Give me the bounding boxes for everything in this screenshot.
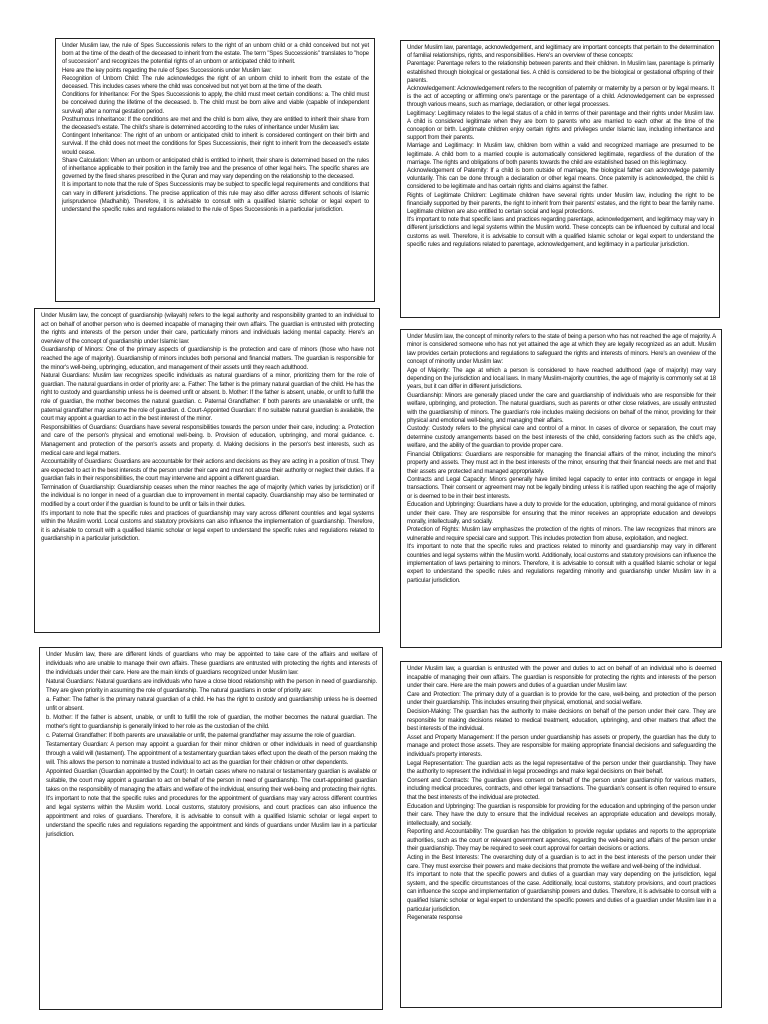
paragraph: Under Muslim law, a guardian is entrusted with the power and duties to act on behalf of an individual who is deemed incapable of managing their own affairs. The guardian is responsible for protecting the rights and interests of the person under their care. Here are the main powers and duties of a guardian under Muslim law: bbox=[407, 666, 716, 690]
paragraph: Acknowledgement: Acknowledgement refers to the recognition of paternity or maternity by a person or by legal means. It is the act of accepting or affirming one's parentage or the parentage of a child. Acknowledgement can be expressed through various means, such as marriage, declaration, or other legal processes. bbox=[407, 86, 714, 109]
paragraph: Marriage and Legitimacy: In Muslim law, children born within a valid and recognized marriage are presumed to be legitimate. A child born to a married couple is automatically considered legitimate, regardless of the duration of the marriage. The rights and obligations of both parents towards the child are established based on this legitimacy. bbox=[407, 143, 714, 166]
paragraph: Posthumous Inheritance: If the conditions are met and the child is born alive, they are entitled to inherit their share from the deceased's estate. The child's share is determined according to the rules of inheritance under Muslim law. bbox=[62, 116, 369, 132]
paragraph: It's important to note that the specific rules and procedures for the appointment of guardians may vary across different countries and legal systems within the Muslim world. Local customs, statutory provisions, and court practices can also influence the appointment and roles of guardians. Therefore, it is advisable to consult with a qualified Islamic scholar or legal expert to understand the specific rules and regulations regarding the appointment and kinds of guardians under Muslim law in a particular jurisdiction. bbox=[46, 796, 377, 838]
paragraph: Financial Obligations: Guardians are responsible for managing the financial affairs of the minor, including the minor's property and assets. They must act in the best interests of the minor, ensuring that their financial needs are met and that their assets are protected and managed appropriately. bbox=[407, 451, 716, 475]
text-box-kinds-of-guardians bbox=[39, 647, 383, 1010]
paragraph: Education and Upbringing: The guardian is responsible for providing for the education and upbringing of the person under their care. They have the duty to ensure that the individual receives an appropriate education and develops morally, intellectually, and socially. bbox=[407, 803, 716, 827]
paragraph: Custody: Custody refers to the physical care and control of a minor. In cases of divorce or separation, the court may determine custody arrangements based on the best interests of the child, considering factors such as the child's age, welfare, and the ability of the guardian to provide proper care. bbox=[407, 426, 716, 450]
paragraph: Contingent Inheritance: The right of an unborn or anticipated child to inherit is considered contingent on their birth and survival. If the child does not meet the conditions for Spes Successionis, their right to inherit from the deceased's estate would cease. bbox=[62, 133, 369, 156]
paragraph: Care and Protection: The primary duty of a guardian is to provide for the care, well-being, and protection of the person under their guardianship. This includes ensuring their physical, emotional, and social welfare. bbox=[407, 691, 716, 707]
paragraph: Under Muslim law, the concept of guardianship (wilayah) refers to the legal authority and responsibility granted to an individual to act on behalf of another person who is deemed incapable of managing their own affairs. The guardian is entrusted with protecting the rights and interests of the person under their care, particularly minors and individuals lacking mental capacity. Here's an overview of the concept of guardianship under Islamic law: bbox=[41, 313, 374, 345]
paragraph: Share Calculation: When an unborn or anticipated child is entitled to inherit, their share is determined based on the rules of inheritance applicable to their position in the family tree and the presence of other legal heirs. The specific shares are governed by the fixed shares prescribed in the Quran and may vary depending on the relationship to the deceased. bbox=[62, 157, 369, 181]
paragraph: Recognition of Unborn Child: The rule acknowledges the right of an unborn child to inherit from the estate of the deceased. This includes cases where the child was conceived but not yet born at the time of the death. bbox=[62, 75, 369, 91]
paragraph: Under Muslim law, the concept of minority refers to the state of being a person who has not reached the age of majority. A minor is considered someone who has not yet attained the age at which they are legally recognized as an adult. Muslim law provides certain protections and regulations to safeguard the rights and interests of minors. Here's an overview of the concept of minority under Muslim law: bbox=[407, 334, 716, 366]
paragraph: Legitimacy: Legitimacy relates to the legal status of a child in terms of their parentage and their rights under Muslim law. A child is considered legitimate when they are born to parents who are married to each other at the time of the conception or birth. Legitimate children enjoy certain rights and privileges under Islamic law, including inheritance and support from their parents. bbox=[407, 110, 714, 142]
paragraph: Education and Upbringing: Guardians have a duty to provide for the education, upbringing, and moral guidance of minors under their care. They are responsible for ensuring that the minor receives an appropriate education and develops morally, intellectually, and socially. bbox=[407, 502, 716, 525]
paragraph: It is important to note that the rule of Spes Successionis may be subject to specific legal requirements and conditions that can vary in different jurisdictions. The precise application of this rule may also differ across different schools of Islamic jurisprudence (Madhahib). Therefore, it is advisable to consult with a qualified Islamic scholar or legal expert to understand the specific rules and regulations related to the rule of Spes Successionis in a particular jurisdiction. bbox=[62, 182, 369, 214]
paragraph: It's important to note that the specific rules and practices related to minority and guardianship may vary in different countries and legal systems within the Muslim world. Additionally, local customs and statutory provisions can influence the implementation of laws pertaining to minors. Therefore, it is advisable to consult with a qualified Islamic scholar or legal expert to understand the specific rules and regulations regarding minority and guardianship under Muslim law in a particular jurisdiction. bbox=[407, 544, 716, 584]
paragraph: Responsibilities of Guardians: Guardians have several responsibilities towards the person under their care, including: a. Protection and care of the person's physical and emotional well-being. b. Provision of education, upbringing, and moral guidance. c. Management and protection of the person's assets and property. d. Making decisions in the person's best interests, such as medical care and legal matters. bbox=[41, 424, 374, 457]
paragraph: Legal Representation: The guardian acts as the legal representative of the person under their guardianship. They have the authority to represent the individual in legal proceedings and make legal decisions on their behalf. bbox=[407, 760, 716, 776]
paragraph: Under Muslim law, parentage, acknowledgement, and legitimacy are important concepts that pertain to the determination of familial relationships, rights, and responsibilities. Here's an overview of these concepts: bbox=[407, 45, 714, 60]
paragraph: Protection of Rights: Muslim law emphasizes the protection of the rights of minors. The law recognizes that minors are vulnerable and require special care and support. This includes protection from abuse, exploitation, and neglect. bbox=[407, 527, 716, 542]
text-box-guardian-powers-duties bbox=[400, 661, 722, 1008]
text-box-parentage-legitimacy bbox=[400, 40, 720, 318]
paragraph: Conditions for Inheritance: For the Spes Successionis to apply, the child must meet certain conditions: a. The child must be conceived during the lifetime of the deceased. b. The child must be born alive and viable (capable of independent survival) after a normal gestation period. bbox=[62, 92, 369, 115]
paragraph: Under Muslim law, there are different kinds of guardians who may be appointed to take care of the affairs and welfare of individuals who are unable to manage their own affairs. These guardians are entrusted with protecting the rights and interests of the individuals under their care. Here are the main kinds of guardians recognized under Muslim law: bbox=[46, 652, 377, 676]
text-box-minority bbox=[400, 329, 722, 648]
paragraph: Natural Guardians: Natural guardians are individuals who have a close blood relationship with the person in need of guardianship. They are given priority in assuming the role of guardianship. The natural guardians in order of priority are: bbox=[46, 679, 377, 694]
paragraph: Consent and Contracts: The guardian gives consent on behalf of the person under guardianship for various matters, including medical procedures, contracts, and other legal transactions. The guardian's consent is often required to ensure that the best interests of the individual are protected. bbox=[407, 777, 716, 801]
paragraph: Asset and Property Management: If the person under guardianship has assets or property, the guardian has the duty to manage and protect those assets. They are responsible for making appropriate financial decisions and safeguarding the individual's property interests. bbox=[407, 734, 716, 758]
paragraph: It's important to note that the specific rules and practices of guardianship may vary across different countries and legal systems within the Muslim world. Local customs and statutory provisions can also influence the implementation of guardianship. Therefore, it is advisable to consult with a qualified Islamic scholar or legal expert to understand the specific rules and regulations related to guardianship in a particular jurisdiction. bbox=[41, 510, 374, 543]
paragraph: Acknowledgement of Paternity: If a child is born outside of marriage, the biological father can acknowledge paternity voluntarily. This can be done through a declaration or other legal means. Once paternity is acknowledged, the child is considered to be legitimate and has certain rights and claims against the father. bbox=[407, 168, 714, 191]
paragraph: Reporting and Accountability: The guardian has the obligation to provide regular updates and reports to the appropriate authorities, such as the court or relevant government agencies, regarding the well-being and affairs of the person under their guardianship. They may be required to seek court approval for certain decisions or actions. bbox=[407, 829, 716, 853]
paragraph: Testamentary Guardian: A person may appoint a guardian for their minor children or other individuals in need of guardianship through a valid will (testament). The appointment of a testamentary guardian takes effect upon the death of the person making the will. This allows the person to nominate a trusted individual to act as the guardian for their children or other dependents. bbox=[46, 742, 377, 766]
paragraph: Here are the key points regarding the rule of Spes Successionis under Muslim law: bbox=[62, 67, 272, 74]
paragraph: Guardianship: Minors are generally placed under the care and guardianship of individuals who are responsible for their welfare, upbringing, and protection. The natural guardians, such as parents or other close relatives, are usually entrusted with the guardianship of minors. The guardian's role includes making decisions on behalf of the minor, providing for their physical and emotional well-being, and managing their affairs. bbox=[407, 392, 716, 425]
paragraph: Contracts and Legal Capacity: Minors generally have limited legal capacity to enter into contracts or engage in legal transactions. Their consent or agreement may not be legally binding unless it is ratified upon reaching the age of majority or is deemed to be in their best interests. bbox=[407, 476, 716, 500]
paragraph: Guardianship of Minors: One of the primary aspects of guardianship is the protection and care of minors (those who have not reached the age of majority). Guardianship of minors includes both personal and financial matters. The guardian is responsible for the minor's well-being, upbringing, education, and management of their assets until they reach adulthood. bbox=[41, 347, 374, 371]
paragraph: a. Father: The father is the primary natural guardian of a child. He has the right to custody and guardianship unless he is deemed unfit or absent. bbox=[46, 697, 377, 712]
text-box-spes-successionis bbox=[55, 38, 375, 302]
paragraph: Parentage: Parentage refers to the relationship between parents and their children. In Muslim law, parentage is primarily established through biological or gestational ties. A child is considered to be the biological or gestational offspring of their parents. bbox=[407, 61, 714, 84]
paragraph: It's important to note that the specific powers and duties of a guardian may vary depending on the jurisdiction, legal system, and the specific circumstances of the case. Additionally, local customs, statutory provisions, and court practices can influence the scope and implementation of guardianship powers and duties. Therefore, it is advisable to consult with a qualified Islamic scholar or legal expert to understand the specific powers and duties of a guardian under Muslim law in a particular jurisdiction. bbox=[407, 872, 716, 913]
paragraph: Natural Guardians: Muslim law recognizes specific individuals as natural guardians of a minor, prioritizing them for the role of guardian. The natural guardians in order of priority are: a. Father: The father is the primary natural guardian of the child. He has the right to custody and guardianship unless he is deemed unfit or absent. b. Mother: If the father is absent, unable, or unfit to fulfill the role of guardian, the mother becomes the natural guardian. c. Paternal Grandfather: If both parents are unavailable or unfit, the paternal grandfather may assume the role of guardian. d. Court-Appointed Guardian: If no suitable natural guardian is available, the court may appoint a guardian to act in the best interest of the minor. bbox=[41, 373, 374, 423]
paragraph: c. Paternal Grandfather: If both parents are unavailable or unfit, the paternal grandfather may assume the role of guardian. bbox=[46, 733, 356, 739]
paragraph: It's important to note that specific laws and practices regarding parentage, acknowledgement, and legitimacy may vary in different jurisdictions and legal systems within the Muslim world. These concepts can be influenced by cultural and local customs as well. Therefore, it is advisable to consult with a qualified Islamic scholar or legal expert to understand the specific rules and regulations related to parentage, acknowledgement, and legitimacy in a particular jurisdiction. bbox=[407, 217, 714, 248]
text-box-guardianship bbox=[34, 308, 380, 633]
regenerate-response-text: Regenerate response bbox=[407, 915, 463, 922]
paragraph: Age of Majority: The age at which a person is considered to have reached adulthood (age of majority) may vary depending on the jurisdiction and local laws. In many Muslim-majority countries, the age of majority is commonly set at 18 years, but it can differ in different jurisdictions. bbox=[407, 367, 716, 391]
paragraph: Appointed Guardian (Guardian appointed by the Court): In certain cases where no natural or testamentary guardian is available or suitable, the court may appoint a guardian to act on behalf of the person in need of guardianship. The court-appointed guardian takes on the responsibility of managing the affairs and welfare of the individual, ensuring their well-being and protecting their rights. bbox=[46, 769, 377, 793]
paragraph: Decision-Making: The guardian has the authority to make decisions on behalf of the person under their care. They are responsible for making decisions related to medical treatment, education, upbringing, and other matters that affect the best interests of the individual. bbox=[407, 708, 716, 733]
paragraph: Accountability of Guardians: Guardians are accountable for their actions and decisions as they are acting in a position of trust. They are expected to act in the best interests of the person under their care and must not abuse their authority or neglect their duties. If a guardian fails in their responsibilities, the court may intervene and appoint a different guardian. bbox=[41, 459, 374, 483]
paragraph: Acting in the Best Interests: The overarching duty of a guardian is to act in the best interests of the person under their care. They must exercise their powers and make decisions that promote the welfare and well-being of the individual. bbox=[407, 855, 716, 870]
paragraph: Under Muslim law, the rule of Spes Successionis refers to the right of an unborn child or a child conceived but not yet born at the time of the death of the deceased to inherit from the estate. The term "Spes Successionis" translates to "hope of succession" and recognizes the potential rights of an unborn or anticipated child to inherit. bbox=[62, 43, 369, 66]
paragraph: Termination of Guardianship: Guardianship ceases when the minor reaches the age of majority (which varies by jurisdiction) or if the individual is no longer in need of a guardian due to improvement in mental capacity. Guardianship may also be terminated or modified by a court order if the guardian is found to be unfit or fails in their duties. bbox=[41, 484, 374, 509]
paragraph: b. Mother: If the father is absent, unable, or unfit to fulfill the role of guardian, the mother becomes the natural guardian. The mother's right to guardianship is generally linked to her role as the custodian of the child. bbox=[46, 715, 377, 730]
paragraph: Rights of Legitimate Children: Legitimate children have several rights under Muslim law, including the right to be financially supported by their parents, the right to inherit from their parents' estates, and the right to bear the family name. Legitimate children are also entitled to certain social and legal protections. bbox=[407, 192, 714, 216]
